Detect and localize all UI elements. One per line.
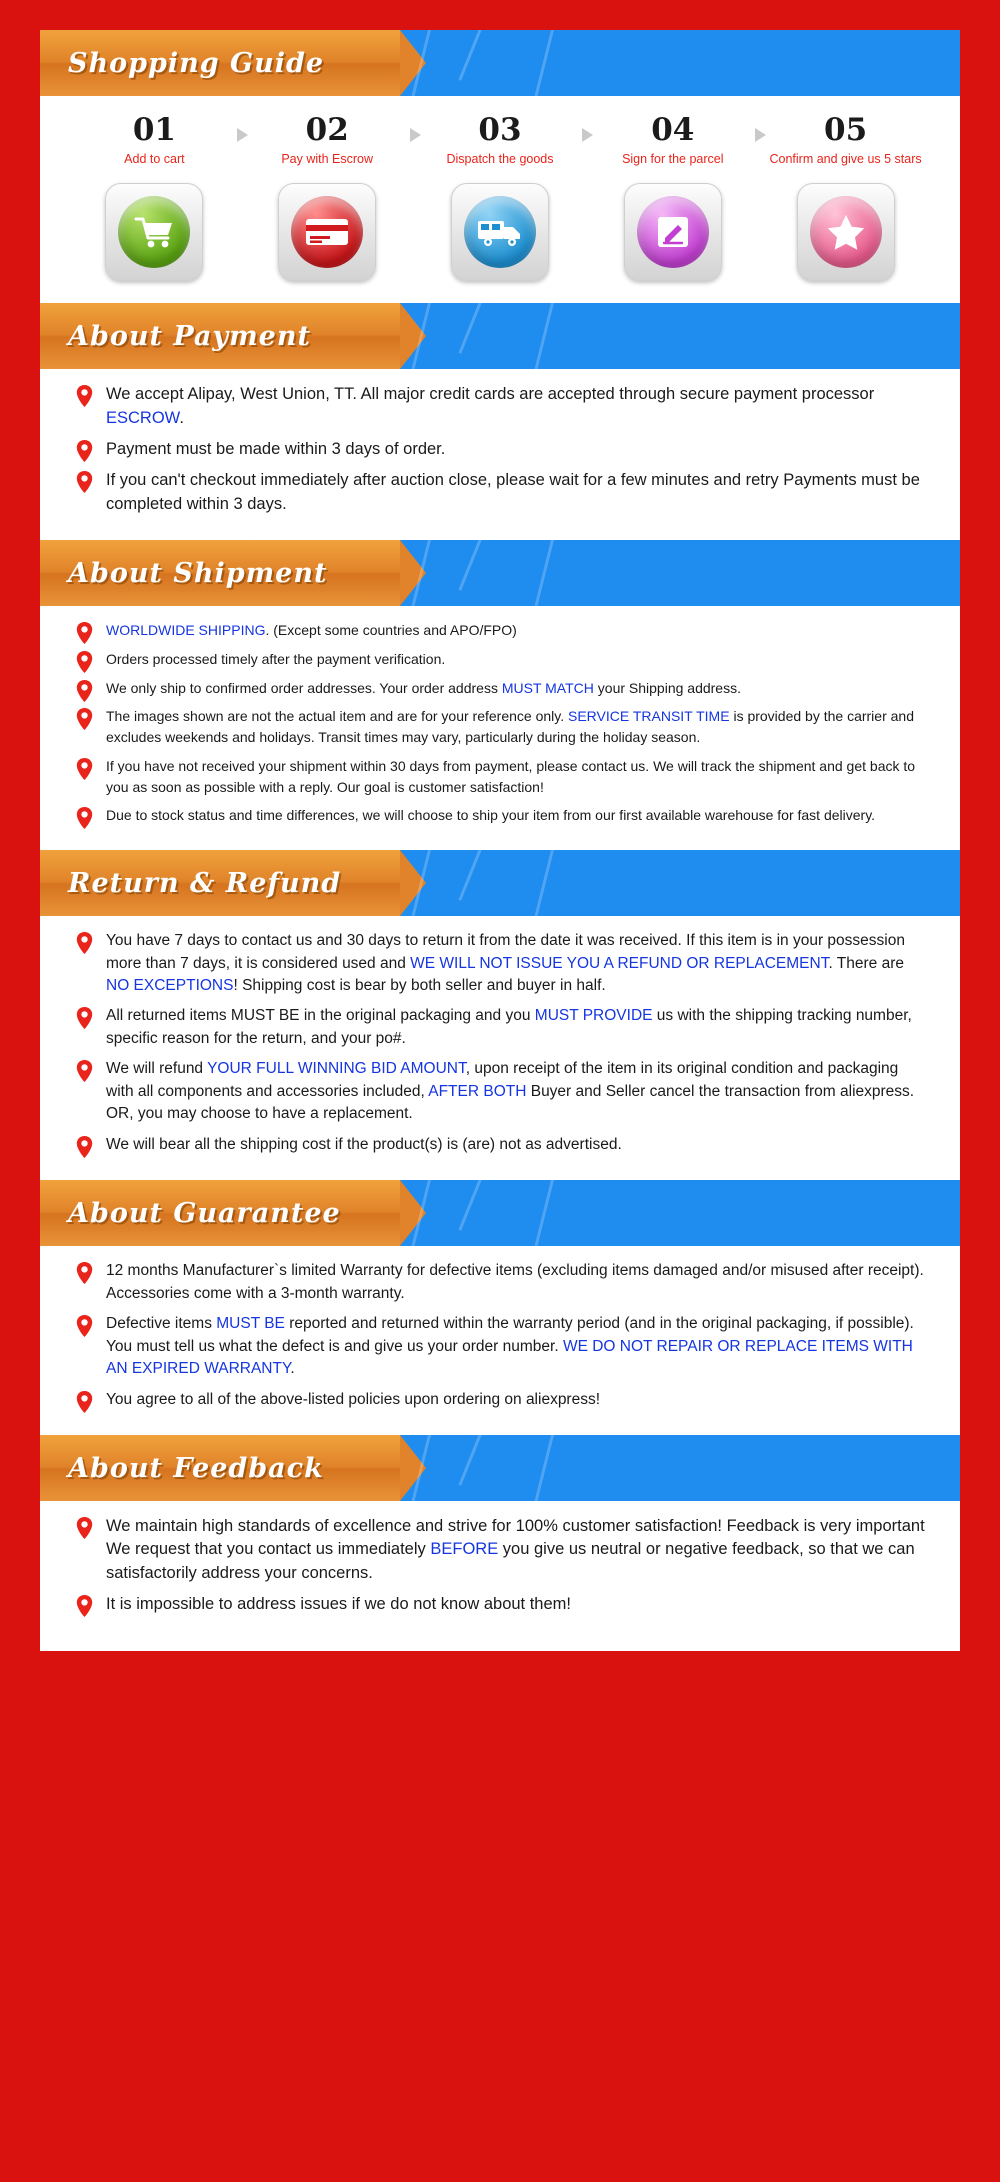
- emphasis-text: WE DO NOT REPAIR OR REPLACE ITEMS WITH AN EXPIRED WARRANTY: [106, 1337, 913, 1378]
- body-text: ! Shipping cost is bear by both seller and buyer in half.: [233, 976, 606, 994]
- guarantee-list: [70, 1260, 930, 1411]
- icon-tile: [624, 183, 722, 281]
- list-item: [70, 1389, 930, 1411]
- body-text: We will bear all the shipping cost if the product(s) is (are) not as advertised.: [106, 1135, 622, 1153]
- pin-marker-icon: [76, 440, 93, 462]
- list-item: [70, 1260, 930, 1305]
- guide-steps: [40, 96, 960, 173]
- list-item: [70, 438, 930, 461]
- step-caption: Confirm and give us 5 stars: [769, 151, 922, 166]
- body-text: Defective items: [106, 1315, 217, 1333]
- emphasis-text: YOUR FULL WINNING BID AMOUNT: [207, 1060, 466, 1078]
- body-text: Buyer and Seller cancel the transaction from aliexpress. OR, you may choose to have a replacement.: [106, 1082, 915, 1123]
- header-tag: [40, 850, 400, 916]
- emphasis-text: MUST PROVIDE: [534, 1007, 653, 1025]
- emphasis-text: MUST MATCH: [501, 679, 594, 696]
- list-item: [70, 1005, 930, 1050]
- list-item: [70, 1593, 930, 1616]
- header-watermark: [400, 303, 960, 369]
- list-item: [70, 805, 930, 826]
- list-item: [70, 1134, 930, 1156]
- step-number: 03: [478, 112, 522, 148]
- content-sheet: [40, 30, 960, 1651]
- list-item: [70, 678, 930, 699]
- step-number: 02: [305, 112, 349, 148]
- body-text: Due to stock status and time differences, we will choose to ship your item from our first available warehouse for fast delivery.: [106, 807, 876, 824]
- credit-card-icon: [291, 196, 363, 268]
- pin-marker-icon: [76, 1136, 93, 1158]
- body-text: your Shipping address.: [593, 679, 741, 696]
- emphasis-text: WE WILL NOT ISSUE YOU A REFUND OR REPLACEMENT: [410, 954, 829, 972]
- header-tag: [40, 303, 400, 369]
- pin-marker-icon: [76, 385, 93, 407]
- body-text: you give us neutral or negative feedback, so that we can satisfactorily address your concerns.: [106, 1540, 915, 1582]
- section-title: Shopping Guide: [68, 47, 325, 79]
- section-title: Return & Refund: [68, 867, 342, 899]
- guide-step: [759, 114, 932, 167]
- section-body-guarantee: [40, 1246, 960, 1435]
- section-title: About Payment: [68, 320, 311, 352]
- icon-cell: [759, 183, 932, 281]
- body-text: We accept Alipay, West Union, TT. All major credit cards are accepted through secure payment processor: [106, 385, 875, 404]
- section-header-about-guarantee: [40, 1180, 960, 1246]
- section-header-about-payment: [40, 303, 960, 369]
- bottom-spacer: [40, 1641, 960, 1651]
- header-watermark: [400, 850, 960, 916]
- pin-marker-icon: [76, 471, 93, 493]
- feedback-list: [70, 1515, 930, 1617]
- emphasis-text: ESCROW: [106, 408, 180, 427]
- section-body-return: [40, 916, 960, 1180]
- body-text: . (Except some countries and APO/FPO): [265, 622, 517, 639]
- pin-marker-icon: [76, 1262, 93, 1284]
- body-text: 12 months Manufacturer`s limited Warranty for defective items (excluding items damaged and/or misused after receipt). Accessories come with a 3-month warranty.: [106, 1262, 924, 1302]
- emphasis-text: BEFORE: [430, 1540, 499, 1559]
- return-list: [70, 930, 930, 1156]
- body-text: You have 7 days to contact us and 30 days to return it from the date it was received. If this item is in your possession more than 7 days, it is considered used and: [106, 932, 905, 972]
- pin-marker-icon: [76, 680, 93, 702]
- icon-tile: [278, 183, 376, 281]
- pin-marker-icon: [76, 1391, 93, 1413]
- body-text: The images shown are not the actual item and are for your reference only.: [106, 708, 568, 725]
- header-tag: [40, 1180, 400, 1246]
- step-number: 05: [824, 112, 868, 148]
- body-text: is provided by the carrier and excludes weekends and holidays. Transit times may vary, particularly during the holiday season.: [106, 708, 914, 746]
- header-watermark: [400, 540, 960, 606]
- pin-marker-icon: [76, 1517, 93, 1539]
- icon-tile: [797, 183, 895, 281]
- body-text: If you have not received your shipment within 30 days from payment, please contact us. We will track the shipment and get back to you as soon as possible with a reply. Our goal is customer satisfaction!: [106, 757, 916, 795]
- body-text: All returned items MUST BE in the original packaging and you: [106, 1007, 535, 1025]
- list-item: [70, 930, 930, 997]
- pin-marker-icon: [76, 1595, 93, 1617]
- section-header-shopping-guide: [40, 30, 960, 96]
- header-tag: [40, 540, 400, 606]
- guide-step: [241, 114, 414, 167]
- list-item: [70, 1058, 930, 1125]
- pin-marker-icon: [76, 1060, 93, 1082]
- pin-marker-icon: [76, 807, 93, 829]
- section-body-shipment: [40, 606, 960, 850]
- emphasis-text: AFTER BOTH: [428, 1082, 527, 1100]
- body-text: We maintain high standards of excellence and strive for 100% customer satisfaction! Feedback is very important We request that you contact us immediately: [106, 1517, 925, 1559]
- step-number: 01: [132, 112, 176, 148]
- body-text: reported and returned within the warranty period (and in the original packaging, if possible). You must tell us what the defect is and give us your order number.: [106, 1315, 914, 1355]
- list-item: [70, 649, 930, 670]
- guide-icons: [40, 173, 960, 303]
- pin-marker-icon: [76, 651, 93, 673]
- header-watermark: [400, 1435, 960, 1501]
- header-tag: [40, 30, 400, 96]
- pin-marker-icon: [76, 708, 93, 730]
- body-text: If you can't checkout immediately after auction close, please wait for a few minutes and retry Payments must be completed within 3 days.: [106, 471, 920, 513]
- section-title: About Guarantee: [68, 1197, 341, 1229]
- step-caption: Sign for the parcel: [622, 151, 724, 166]
- signature-pen-icon: [637, 196, 709, 268]
- step-caption: Add to cart: [124, 151, 185, 166]
- list-item: [70, 1515, 930, 1585]
- shipment-list: [70, 620, 930, 826]
- payment-list: [70, 383, 930, 516]
- guide-step: [414, 114, 587, 167]
- emphasis-text: NO EXCEPTIONS: [106, 976, 234, 994]
- delivery-truck-icon: [464, 196, 536, 268]
- list-item: [70, 1313, 930, 1380]
- guide-step: [586, 114, 759, 167]
- icon-cell: [68, 183, 241, 281]
- pin-marker-icon: [76, 758, 93, 780]
- body-text: us with the shipping tracking number, specific reason for the return, and your po#.: [106, 1007, 912, 1047]
- body-text: Payment must be made within 3 days of order.: [106, 440, 446, 459]
- step-number: 04: [651, 112, 695, 148]
- list-item: [70, 620, 930, 641]
- list-item: [70, 756, 930, 797]
- emphasis-text: WORLDWIDE SHIPPING: [106, 622, 266, 639]
- section-title: About Shipment: [68, 557, 328, 589]
- section-header-about-feedback: [40, 1435, 960, 1501]
- section-body-feedback: [40, 1501, 960, 1641]
- body-text: .: [179, 408, 184, 427]
- step-caption: Pay with Escrow: [281, 151, 374, 166]
- list-item: [70, 706, 930, 747]
- pin-marker-icon: [76, 1007, 93, 1029]
- list-item: [70, 469, 930, 516]
- step-caption: Dispatch the goods: [446, 151, 554, 166]
- section-title: About Feedback: [68, 1452, 324, 1484]
- body-text: We only ship to confirmed order addresses. Your order address: [106, 679, 502, 696]
- pin-marker-icon: [76, 932, 93, 954]
- icon-tile: [451, 183, 549, 281]
- emphasis-text: SERVICE TRANSIT TIME: [568, 708, 730, 725]
- section-header-about-shipment: [40, 540, 960, 606]
- shopping-cart-icon: [118, 196, 190, 268]
- section-header-return-refund: [40, 850, 960, 916]
- body-text: , upon receipt of the item in its original condition and packaging with all components and accessories included,: [106, 1060, 899, 1100]
- header-watermark: [400, 30, 960, 96]
- body-text: Orders processed timely after the payment verification.: [106, 651, 446, 667]
- list-item: [70, 383, 930, 430]
- section-body-payment: [40, 369, 960, 540]
- body-text: It is impossible to address issues if we do not know about them!: [106, 1595, 571, 1614]
- pin-marker-icon: [76, 622, 93, 644]
- emphasis-text: MUST BE: [216, 1315, 285, 1333]
- icon-cell: [586, 183, 759, 281]
- header-watermark: [400, 1180, 960, 1246]
- icon-tile: [105, 183, 203, 281]
- icon-cell: [414, 183, 587, 281]
- pin-marker-icon: [76, 1315, 93, 1337]
- icon-cell: [241, 183, 414, 281]
- body-text: . There are: [828, 954, 904, 972]
- body-text: You agree to all of the above-listed policies upon ordering on aliexpress!: [106, 1390, 601, 1408]
- body-text: We will refund: [106, 1060, 208, 1078]
- body-text: .: [290, 1360, 295, 1378]
- guide-step: [68, 114, 241, 167]
- star-rating-icon: [810, 196, 882, 268]
- header-tag: [40, 1435, 400, 1501]
